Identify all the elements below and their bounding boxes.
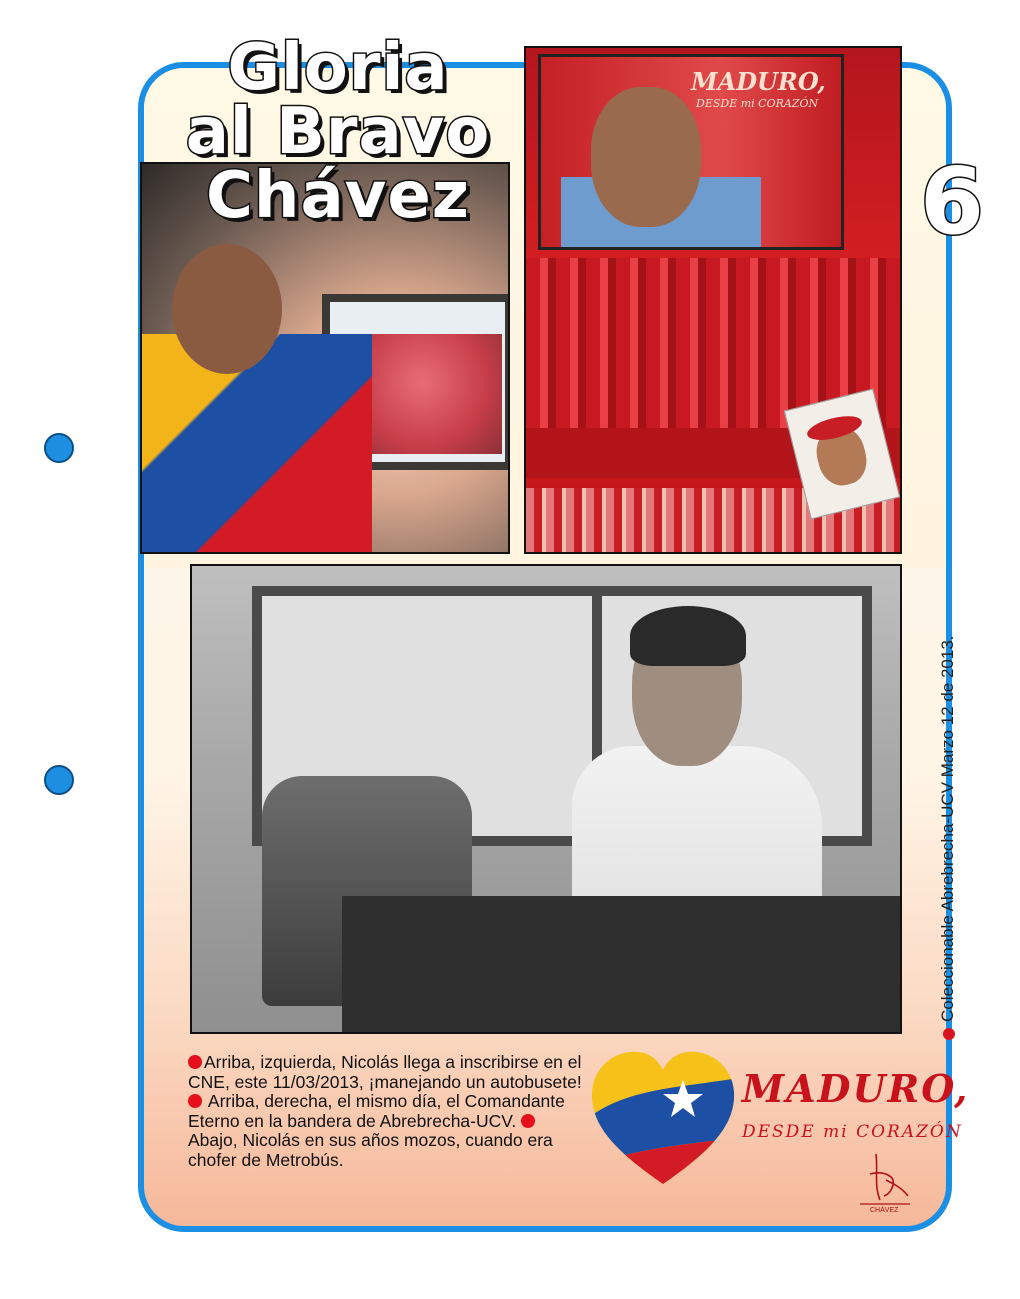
screen-portrait: [591, 87, 701, 227]
bullet-icon: [188, 1094, 202, 1108]
bullet-icon: [521, 1114, 535, 1128]
photo-young-bus-driver: [190, 564, 902, 1034]
side-note: [938, 635, 958, 1040]
driver-hair: [630, 606, 746, 666]
page-title: [158, 31, 518, 233]
tricolor-jacket: [142, 334, 372, 554]
screen-banner-subtitle: DESDE mi CORAZÓN: [696, 97, 819, 110]
signature-label: CHÁVEZ: [870, 1207, 899, 1214]
side-bullet-icon: [943, 1028, 955, 1040]
screen-banner-name: MADURO,: [691, 67, 826, 96]
logo-subtitle: DESDE mi CORAZÓN: [742, 1122, 963, 1142]
punch-hole-bottom: [44, 765, 74, 795]
caption-part-2: Arriba, derecha, el mismo día, el Comandante Eterno en la bandera de Abrebrecha-UCV.: [188, 1091, 565, 1131]
driver-head: [172, 244, 282, 374]
punch-hole-top: [44, 433, 74, 463]
logo-name: MADURO,: [742, 1066, 970, 1111]
photo-caption: [188, 1053, 583, 1170]
page-number: 6: [920, 148, 985, 255]
bus-dashboard: [342, 896, 902, 1034]
caption-part-1: Arriba, izquierda, Nicolás llega a inscribirse en el CNE, este 11/03/2013, ¡manejando un autobusete!: [188, 1052, 582, 1092]
title-line-3: Chávez: [205, 159, 471, 233]
giant-screen: [538, 54, 844, 250]
title-line-1: Gloria: [227, 31, 449, 105]
chavez-signature: [856, 1150, 912, 1214]
bullet-icon: [188, 1055, 202, 1069]
title-line-2: al Bravo: [185, 95, 491, 169]
side-note-text: Coleccionable Abrebrecha-UCV Marzo 12 de 2013.: [938, 635, 957, 1022]
caption-part-3: Abajo, Nicolás en sus años mozos, cuando era chofer de Metrobús.: [188, 1130, 553, 1170]
heart-flag-logo: [588, 1048, 738, 1188]
photo-rally-stage: [524, 46, 902, 554]
